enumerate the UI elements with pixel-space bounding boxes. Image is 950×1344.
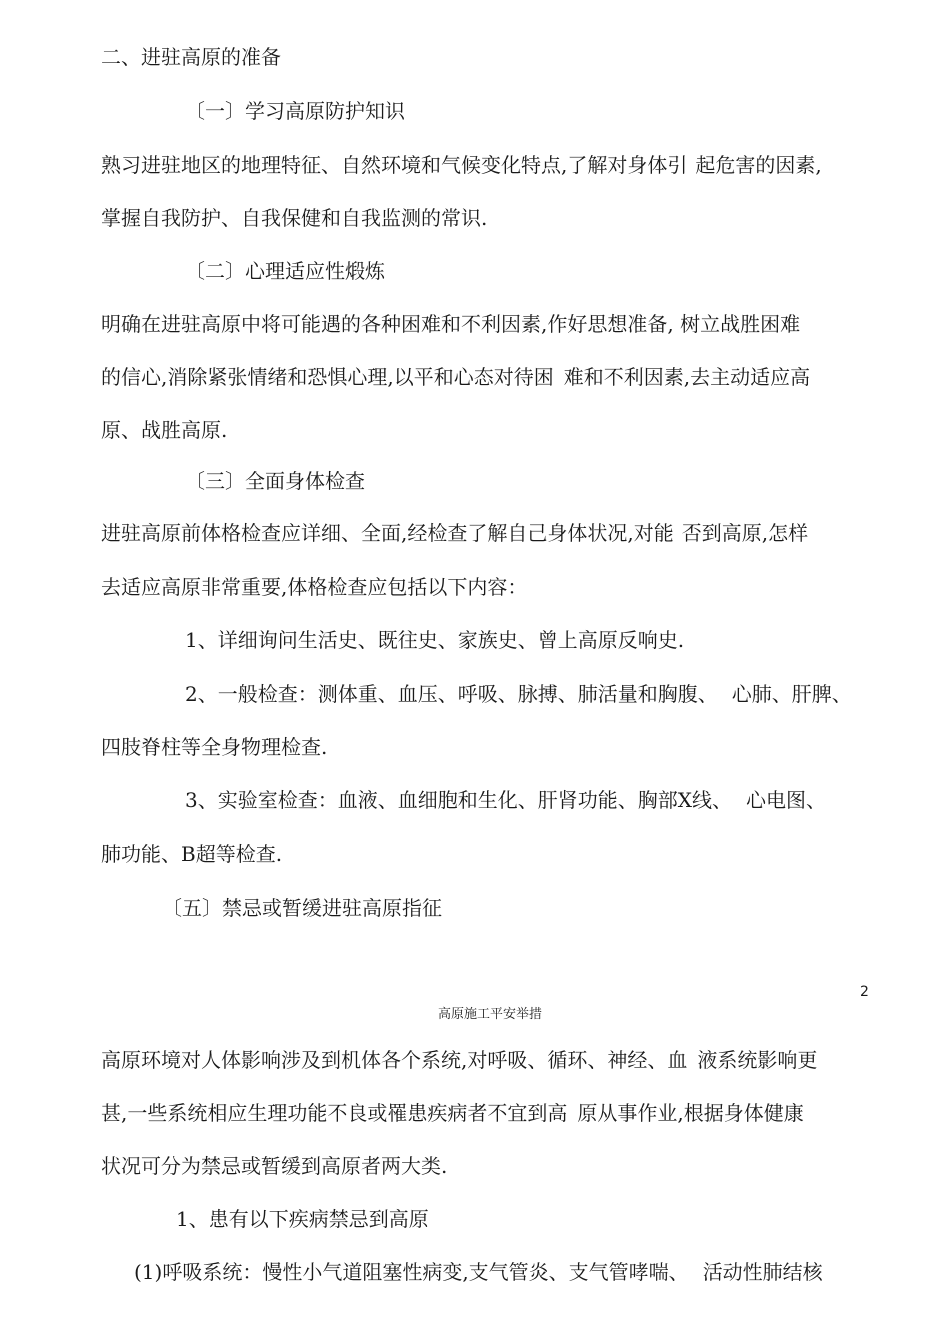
paragraph-line: 掌握自我防护、自我保健和自我监测的常识. (101, 206, 488, 230)
paragraph-line: 去适应高原非常重要,体格检查应包括以下内容： (101, 575, 528, 599)
sub-list-item (134, 1259, 823, 1285)
text-segment: 的信心,消除紧张情绪和恐惧心理,以平和心态对待困 (101, 365, 554, 389)
list-item-1: 1、患有以下疾病禁忌到高原 (176, 1207, 429, 1231)
paragraph-line: 状况可分为禁忌或暂缓到高原者两大类. (101, 1154, 448, 1178)
paragraph-line (101, 364, 810, 390)
paragraph-line: 原、战胜高原. (101, 418, 228, 442)
subsection-title-3: 〔三〕全面身体检查 (185, 469, 365, 493)
text-segment: 熟习进驻地区的地理特征、自然环境和气候变化特点,了解对身体引 (101, 153, 688, 177)
text-segment: 心电图、 (745, 788, 826, 812)
text-segment: 甚,一些系统相应生理功能不良或罹患疾病者不宜到高 (101, 1101, 568, 1125)
list-item-2 (185, 681, 852, 707)
text-segment: 难和不利因素,去主动适应高 (563, 365, 811, 389)
text-segment: 3、实验室检查：血液、血细胞和生化、肝肾功能、胸部X线、 (185, 788, 732, 812)
paragraph-line (101, 1047, 817, 1073)
paragraph-line: 明确在进驻高原中将可能遇的各种困难和不利因素,作好思想准备, 树立战胜困难 (101, 312, 801, 336)
list-item-3 (185, 787, 826, 813)
page-number: 2 (860, 984, 869, 1000)
running-title: 高原施工平安举措 (437, 1007, 542, 1022)
text-segment: 心肺、肝脾、 (731, 682, 852, 706)
text-segment: 高原环境对人体影响涉及到机体各个系统,对呼吸、循环、神经、血 (101, 1048, 688, 1072)
text-segment: 原从事作业,根据身体健康 (577, 1101, 804, 1125)
text-segment: 2、一般检查：测体重、血压、呼吸、脉搏、肺活量和胸腹、 (185, 682, 718, 706)
text-segment: 活动性肺结核 (702, 1260, 823, 1284)
text-segment: (1)呼吸系统：慢性小气道阻塞性病变,支气管炎、支气管哮喘、 (134, 1260, 689, 1284)
text-segment: 否到高原,怎样 (681, 521, 809, 545)
subsection-title-1: 〔一〕学习高原防护知识 (185, 99, 405, 123)
subsection-title-2: 〔二〕心理适应性煅炼 (185, 259, 385, 283)
paragraph-line: 肺功能、B超等检查. (101, 842, 283, 866)
paragraph-line (101, 520, 808, 546)
paragraph-line: 四肢脊柱等全身物理检查. (101, 735, 328, 759)
text-segment: 进驻高原前体格检查应详细、全面,经检查了解自己身体状况,对能 (101, 521, 674, 545)
paragraph-line (101, 152, 822, 178)
text-segment: 液系统影响更 (697, 1048, 818, 1072)
paragraph-line (101, 1100, 804, 1126)
list-item-1: 1、详细询问生活史、既往史、家族史、曾上高原反响史. (185, 628, 685, 652)
text-segment: 起危害的因素, (695, 153, 822, 177)
section-heading: 二、进驻高原的准备 (101, 45, 281, 69)
subsection-title-5: 〔五〕禁忌或暂缓进驻高原指征 (162, 896, 442, 920)
